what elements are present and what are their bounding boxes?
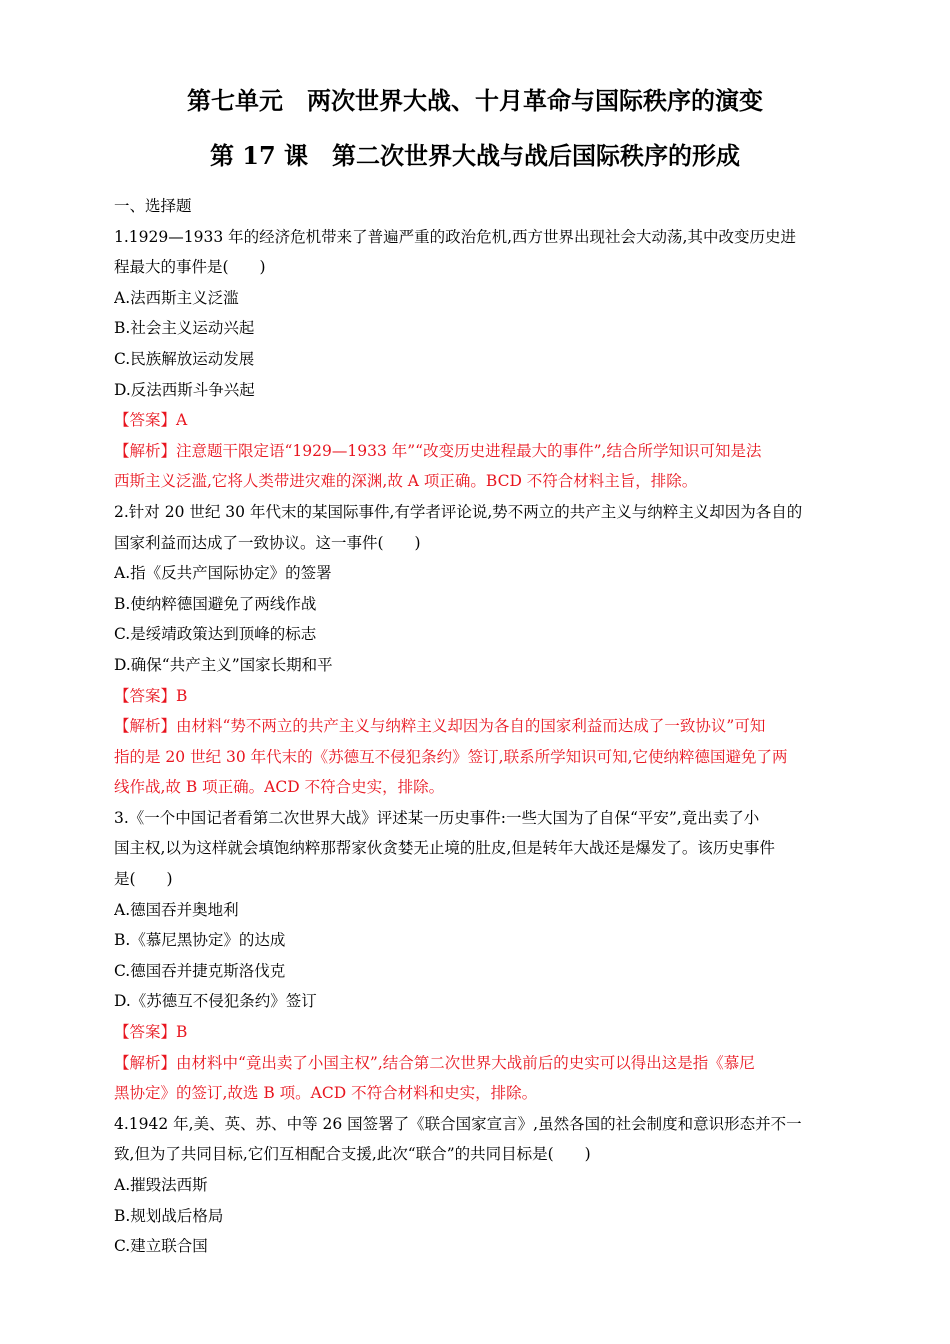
answer-line: 【答案】B <box>114 686 188 705</box>
option-b: B.使纳粹德国避免了两线作战 <box>114 594 317 613</box>
document-body <box>114 191 838 1262</box>
option-a: A.法西斯主义泛滥 <box>114 288 239 307</box>
question-stem-line: 程最大的事件是( ) <box>114 258 266 277</box>
analysis-line: 【解析】由材料“势不两立的共产主义与纳粹主义却因为各自的国家利益而达成了一致协议”可知 <box>114 717 766 736</box>
option-a: A.指《反共产国际协定》的签署 <box>114 564 332 583</box>
section-heading: 一、选择题 <box>114 197 192 215</box>
question-stem-line: 1.1929—1933 年的经济危机带来了普遍严重的政治危机,西方世界出现社会大动荡,其中改变历史进 <box>114 227 796 246</box>
analysis-line: 西斯主义泛滥,它将人类带进灾难的深渊,故 A 项正确。BCD 不符合材料主旨，排除。 <box>114 472 698 491</box>
analysis-line: 线作战,故 B 项正确。ACD 不符合史实，排除。 <box>114 778 445 797</box>
question-stem-line: 国主权,以为这样就会填饱纳粹那帮家伙贪婪无止境的肚皮,但是转年大战还是爆发了。该历史事件 <box>114 839 775 858</box>
option-c: C.民族解放运动发展 <box>114 349 255 368</box>
question-stem-line: 是( ) <box>114 870 173 889</box>
option-b: B.社会主义运动兴起 <box>114 319 255 338</box>
lesson-title: 第 17 课 第二次世界大战与战后国际秩序的形成 <box>209 141 741 170</box>
question-stem-line: 4.1942 年,美、英、苏、中等 26 国签署了《联合国家宣言》,虽然各国的社会制度和意识形态并不一 <box>114 1114 802 1133</box>
answer-line: 【答案】B <box>114 1023 188 1042</box>
question-4 <box>114 1109 838 1262</box>
question-stem-line: 国家利益而达成了一致协议。这一事件( ) <box>114 533 421 552</box>
option-c: C.德国吞并捷克斯洛伐克 <box>114 961 286 980</box>
question-3 <box>114 803 838 1109</box>
analysis-line: 【解析】注意题干限定语“1929—1933 年”“改变历史进程最大的事件”,结合所学知识可知是法 <box>114 441 762 460</box>
option-d: D.反法西斯斗争兴起 <box>114 380 255 399</box>
question-stem-line: 3.《一个中国记者看第二次世界大战》评述某一历史事件:一些大国为了自保“平安”,竟出卖了小 <box>114 808 760 827</box>
question-2 <box>114 497 838 803</box>
option-d: D.《苏德互不侵犯条约》签订 <box>114 992 317 1011</box>
unit-title: 第七单元 两次世界大战、十月革命与国际秩序的演变 <box>187 86 763 115</box>
question-stem-line: 2.针对 20 世纪 30 年代末的某国际事件,有学者评论说,势不两立的共产主义与纳粹主义却因为各自的 <box>114 502 803 521</box>
option-b: B.《慕尼黑协定》的达成 <box>114 931 286 950</box>
analysis-line: 指的是 20 世纪 30 年代末的《苏德互不侵犯条约》签订,联系所学知识可知,它使纳粹德国避免了两 <box>114 747 788 766</box>
option-a: A.德国吞并奥地利 <box>114 900 239 919</box>
option-b: B.规划战后格局 <box>114 1206 224 1225</box>
analysis-line: 【解析】由材料中“竟出卖了小国主权”,结合第二次世界大战前后的史实可以得出这是指《慕尼 <box>114 1053 755 1072</box>
option-c: C.建立联合国 <box>114 1237 208 1256</box>
answer-line: 【答案】A <box>114 411 188 430</box>
question-stem-line: 致,但为了共同目标,它们互相配合支援,此次“联合”的共同目标是( ) <box>114 1145 591 1164</box>
option-c: C.是绥靖政策达到顶峰的标志 <box>114 625 317 644</box>
option-a: A.摧毁法西斯 <box>114 1176 208 1194</box>
question-1 <box>114 222 838 497</box>
option-d: D.确保“共产主义”国家长期和平 <box>114 655 333 674</box>
analysis-line: 黑协定》的签订,故选 B 项。ACD 不符合材料和史实，排除。 <box>114 1084 538 1103</box>
